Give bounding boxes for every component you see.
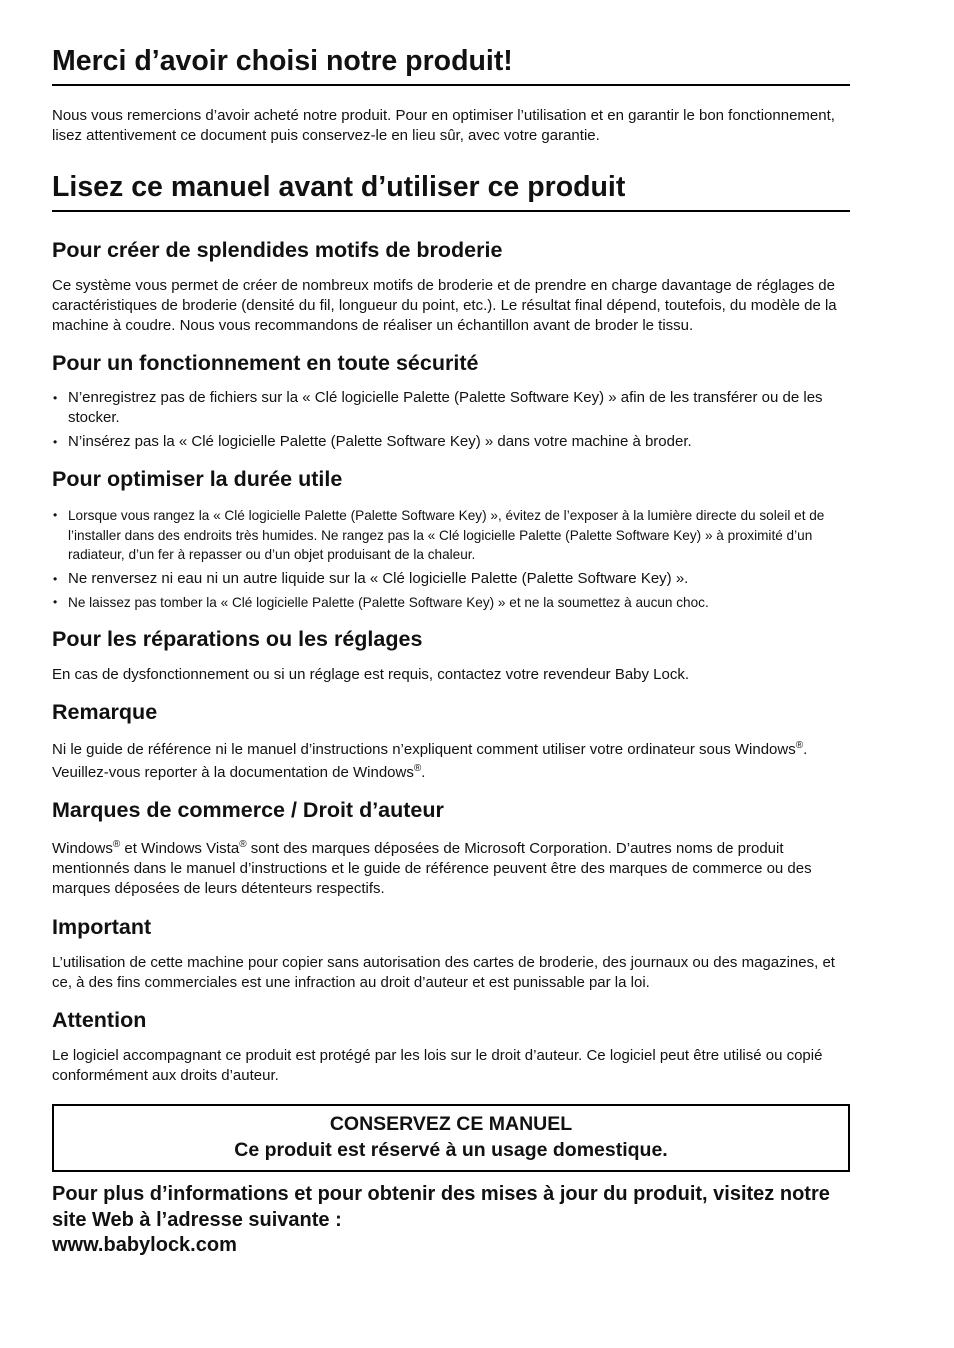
remark-heading: Remarque <box>52 700 158 724</box>
list-item: • Ne laissez pas tomber la « Clé logicielle Palette (Palette Software Key) » et ne la soumettez à aucun choc. <box>52 593 852 613</box>
keep-manual-line: CONSERVEZ CE MANUEL <box>329 1113 573 1135</box>
list-item: • Lorsque vous rangez la « Clé logicielle Palette (Palette Software Key) », évitez de l’exposer à la lumière directe du soleil et de l’installer dans des endroits très humides. Ne rangez pas la « Clé logicielle Palette (Palette Software Key) » à proximité d’un radiateur, d’un fer à repasser ou d’un objet produisant de la chaleur. <box>52 506 852 565</box>
attention-heading: Attention <box>52 1008 147 1032</box>
list-item: • N’enregistrez pas de fichiers sur la « Clé logicielle Palette (Palette Software Key) » afin de les transférer ou de les stocker. <box>52 388 852 428</box>
life-heading: Pour optimiser la durée utile <box>52 467 343 491</box>
read-manual-title: Lisez ce manuel avant d’utiliser ce produit <box>52 171 850 212</box>
attention-text: Le logiciel accompagnant ce produit est protégé par les lois sur le droit d’auteur. Ce logiciel peut être utilisé ou copié conformément aux droits d’auteur. <box>52 1047 823 1084</box>
designs-text: Ce système vous permet de créer de nombreux motifs de broderie et de prendre en charge davantage de réglages de caractéristiques de broderie (densité du fil, longueur du point, etc.). Le résultat final dépend, toutefois, du modèle de la machine à coudre. Nous vous recommandons de réaliser un échantillon avant de broder le tissu. <box>52 277 837 334</box>
trademarks-text-part: et Windows Vista <box>120 840 240 857</box>
important-text: L’utilisation de cette machine pour copier sans autorisation des cartes de broderie, des journaux ou des magazines, et ce, à des fins commerciales est une infraction au droit d’auteur et est punissable par la loi. <box>52 954 835 991</box>
trademarks-heading: Marques de commerce / Droit d’auteur <box>52 798 444 822</box>
important-heading: Important <box>52 915 152 939</box>
home-use-line: Ce produit est réservé à un usage domestique. <box>234 1139 668 1161</box>
remark-text <box>52 738 852 784</box>
main-title: Merci d’avoir choisi notre produit! <box>52 45 850 86</box>
list-item: • N’insérez pas la « Clé logicielle Palette (Palette Software Key) » dans votre machine à broder. <box>52 432 852 452</box>
trademarks-text <box>52 839 852 899</box>
trademarks-text-part: sont des marques déposées de Microsoft Corporation. D’autres noms de produit mentionnés dans le manuel d’instructions et le guide de référence peuvent être des marques de commerce ou des marques déposées de leurs détenteurs respectifs. <box>52 840 812 897</box>
safety-heading: Pour un fonctionnement en toute sécurité <box>52 351 479 375</box>
life-list <box>52 506 852 616</box>
trademarks-text-part: Windows <box>52 840 113 857</box>
list-item: • Ne renversez ni eau ni un autre liquide sur la « Clé logicielle Palette (Palette Software Key) ». <box>52 569 852 589</box>
registered-mark: ® <box>413 763 422 774</box>
designs-heading: Pour créer de splendides motifs de broderie <box>52 238 503 262</box>
closing-info <box>52 1182 852 1259</box>
intro-text: Nous vous remercions d’avoir acheté notre produit. Pour en optimiser l’utilisation et en garantir le bon fonctionnement, lisez attentivement ce document puis conservez-le en lieu sûr, avec votre garantie. <box>52 107 835 144</box>
website-link[interactable]: www.babylock.com <box>52 1234 237 1256</box>
repairs-text: En cas de dysfonctionnement ou si un réglage est requis, contactez votre revendeur Baby Lock. <box>52 666 690 683</box>
keep-manual-box <box>52 1104 850 1172</box>
registered-mark: ® <box>239 839 247 850</box>
remark-text-part: Ni le guide de référence ni le manuel d’instructions n’expliquent comment utiliser votre ordinateur sous Windows <box>52 741 796 758</box>
registered-mark: ® <box>112 839 121 850</box>
registered-mark: ® <box>795 740 804 751</box>
safety-list <box>52 388 852 456</box>
remark-text-part: . <box>421 764 426 781</box>
closing-text: Pour plus d’informations et pour obtenir des mises à jour du produit, visitez notre site Web à l’adresse suivante : <box>52 1183 830 1231</box>
repairs-heading: Pour les réparations ou les réglages <box>52 627 423 651</box>
remark-text-part: . Veuillez-vous reporter à la documentation de Windows <box>52 741 808 781</box>
